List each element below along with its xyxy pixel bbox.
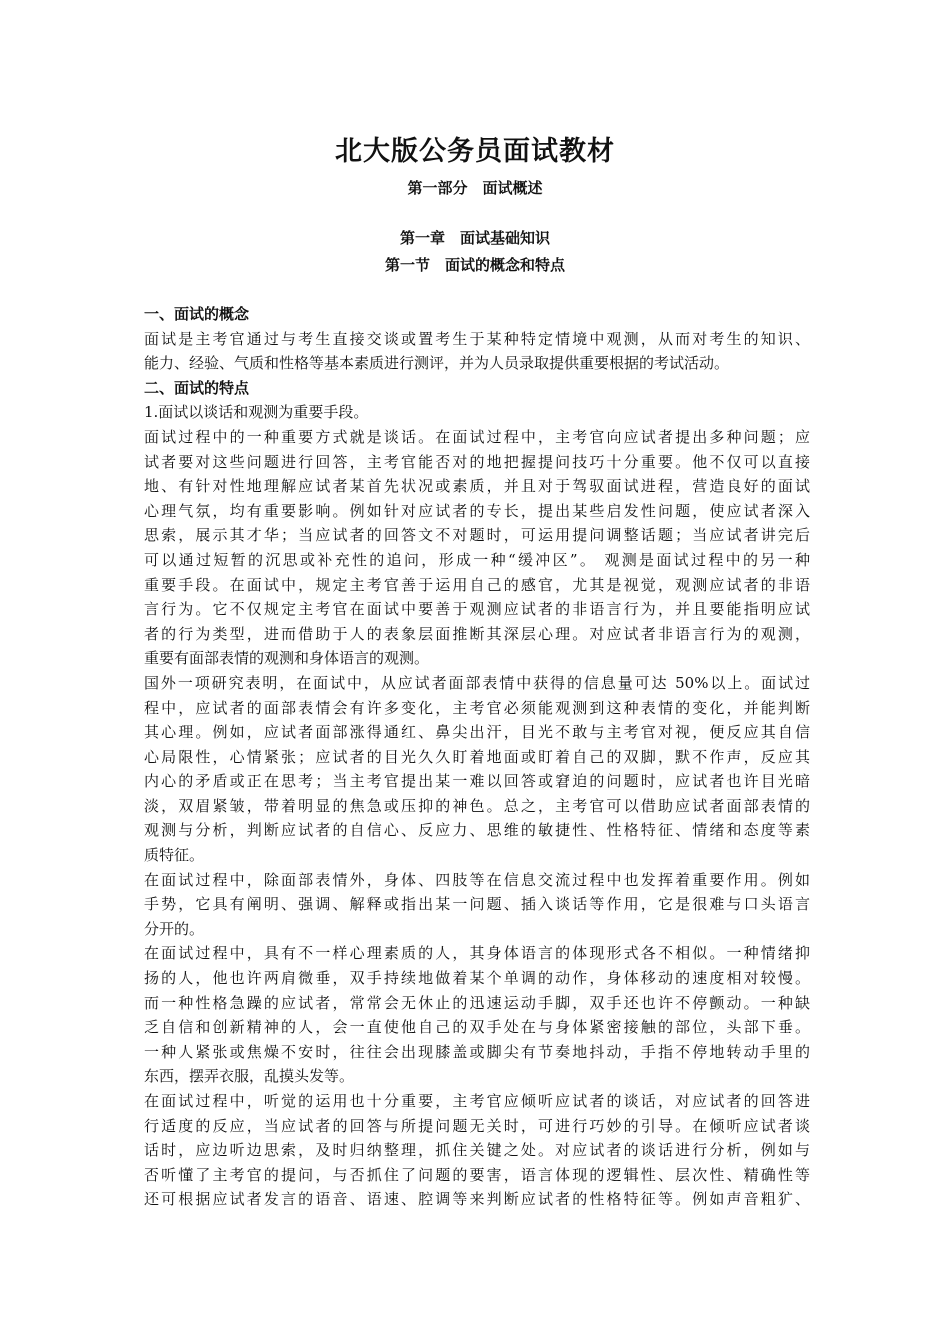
text-line: 一种人紧张或焦燥不安时，往往会出现膝盖或脚尖有节奏地抖动，手指不停地转动手里的 (144, 1042, 810, 1061)
subheading-features: 二、面试的特点 (144, 378, 250, 397)
section-heading: 第一节 面试的概念和特点 (384, 256, 565, 274)
text-line: 在面试过程中，具有不一样心理素质的人，其身体语言的体现形式各不相似。一种情绪抑 (144, 944, 810, 963)
text-line: 话时，应边听边思索，及时归纳整理，抓住关键之处。对应试者的谈话进行分析，例如与 (144, 1141, 810, 1160)
text-line: 重要有面部表情的观测和身体语言的观测。 (144, 649, 430, 668)
text-line: 可以通过短暂的沉思或补充性的追问，形成一种“缓冲区”。 观测是面试过程中的另一种 (144, 550, 810, 569)
paragraph-psychology (144, 941, 810, 1089)
text-line: 行适度的反应，当应试者的回答与所提问题无关时，可进行巧妙的引导。在倾听应试者谈 (144, 1116, 810, 1135)
text-line: 重要手段。在面试中，规定主考官善于运用自己的感官，尤其是视觉，观测应试者的非语 (144, 575, 810, 594)
paragraph-listening (144, 1089, 810, 1212)
text-line: 面试是主考官通过与考生直接交谈或置考生于某种特定情境中观测，从而对考生的知识、 (144, 329, 810, 348)
text-line: 面试过程中的一种重要方式就是谈话。在面试过程中，主考官向应试者提出多种问题；应 (144, 427, 810, 446)
part-heading: 第一部分 面试概述 (407, 179, 543, 197)
text-line: 淡，双眉紧皱，带着明显的焦急或压抑的神色。总之，主考官可以借助应试者面部表情的 (144, 796, 810, 815)
text-line: 内心的矛盾或正在思考；当主考官提出某一难以回答或窘迫的问题时，应试者也许目光暗 (144, 772, 810, 791)
text-line: 者的行为类型，进而借助于人的表象层面推断其深层心理。对应试者非语言行为的观测， (144, 624, 810, 643)
text-line: 程中，应试者的面部表情会有许多变化，主考官必须能观测到这种表情的变化，并能判断 (144, 698, 810, 717)
text-line: 其心理。例如，应试者面部涨得通红、鼻尖出汗，目光不敢与主考官对视，便反应其自信 (144, 723, 810, 742)
text-line: 地、有针对性地理解应试者某首先状况或素质，并且对于驾驭面试进程，营造良好的面试 (144, 477, 810, 496)
list-item-1: 1.面试以谈话和观测为重要手段。 (144, 403, 369, 422)
text-line: 否听懂了主考官的提问，与否抓住了问题的要害，语言体现的逻辑性、层次性、精确性等 (144, 1165, 810, 1184)
text-line: 分开的。 (144, 919, 205, 938)
paragraph-body-language (144, 868, 810, 942)
text-line: 观测与分析，判断应试者的自信心、反应力、思维的敏捷性、性格特征、情绪和态度等素 (144, 821, 810, 840)
text-line: 心局限性，心情紧张；应试者的目光久久盯着地面或盯着自己的双脚，默不作声，反应其 (144, 747, 810, 766)
text-line: 在面试过程中，听觉的运用也十分重要，主考官应倾听应试者的谈话，对应试者的回答进 (144, 1092, 810, 1110)
text-line: 东西，摆弄衣服，乱摸头发等。 (144, 1067, 355, 1086)
paragraph-conversation (144, 425, 810, 671)
document-body (144, 302, 810, 1212)
chapter-heading: 第一章 面试基础知识 (399, 229, 550, 247)
document-title: 北大版公务员面试教材 (335, 136, 615, 167)
text-line: 乏自信和创新精神的人，会一直使他自己的双手处在与身体紧密接触的部位，头部下垂。 (144, 1018, 810, 1037)
subheading-concept: 一、面试的概念 (144, 305, 250, 323)
text-line: 试者要对这些问题进行回答，主考官能否对的地把握提问技巧十分重要。他不仅可以直接 (144, 452, 810, 471)
text-line: 在面试过程中，除面部表情外，身体、四肢等在信息交流过程中也发挥着重要作用。例如 (144, 870, 810, 889)
text-line: 而一种性格急躁的应试者，常常会无休止的迅速运动手脚，双手还也许不停颤动。一种缺 (144, 993, 810, 1012)
text-line: 扬的人，他也许两肩微垂，双手持续地做着某个单调的动作，身体移动的速度相对较慢。 (144, 969, 810, 988)
text-line: 手势，它具有阐明、强调、解释或指出某一问题、插入谈话等作用，它是很难与口头语言 (144, 895, 810, 914)
paragraph-concept (144, 327, 810, 376)
text-line: 能力、经验、气质和性格等基本素质进行测评，并为人员录取提供重要根据的考试活动。 (144, 354, 730, 373)
text-line: 思索，展示其才华；当应试者的回答文不对题时，可运用提问调整话题；当应试者讲完后 (144, 526, 810, 545)
text-line: 国外一项研究表明，在面试中，从应试者面部表情中获得的信息量可达 50%以上。面试过 (144, 673, 810, 692)
text-line: 还可根据应试者发言的语音、语速、腔调等来判断应试者的性格特征等。例如声音粗犷、 (144, 1190, 810, 1209)
paragraph-facial-expression (144, 671, 810, 868)
text-line: 心理气氛，均有重要影响。例如针对应试者的专长，提出某些启发性问题，使应试者深入 (144, 501, 810, 520)
text-line: 言行为。它不仅规定主考官在面试中要善于观测应试者的非语言行为，并且要能指明应试 (144, 600, 810, 619)
text-line: 质特征。 (144, 846, 205, 865)
